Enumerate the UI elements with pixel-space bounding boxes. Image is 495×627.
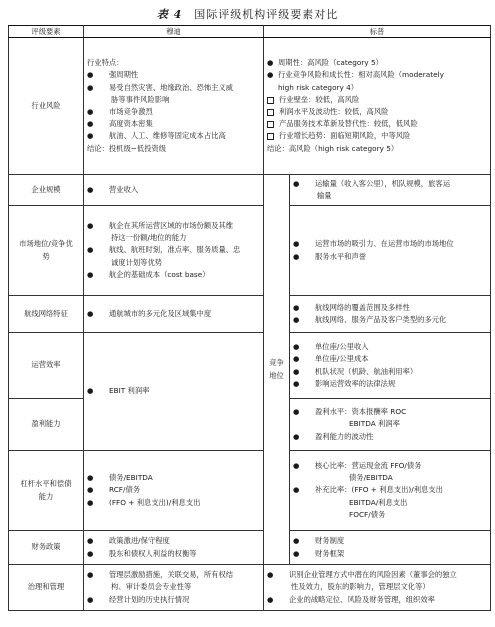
list-item: ● 航线网络的覆盖范围及多样性 [293, 302, 410, 312]
sp-network [290, 296, 491, 333]
list-item: ● 经营计划的历史执行情况 [87, 594, 190, 604]
text-line: 竞争 [269, 358, 284, 368]
text-line: 地位 [269, 370, 284, 380]
list-item: ● 核心比率：营运现金流 FFO/债务 [293, 460, 422, 470]
label-scale: 企业规模 [9, 175, 84, 206]
text-line: FOCF/债务 [349, 509, 386, 519]
label-profitability: 盈利能力 [9, 399, 84, 451]
list-item: ● 财务框架 [293, 548, 345, 558]
moodys-network [84, 296, 264, 333]
list-item: 行业壁垒：较低，高风险 [267, 94, 487, 106]
header-factor: 评级要素 [9, 26, 84, 38]
table-caption [0, 6, 495, 22]
row-efficiency [9, 333, 491, 399]
moodys-financial-policy [84, 531, 264, 565]
list-item: ● 航线网络、服务产品及客户类型的多元化 [293, 315, 447, 324]
sp-governance [264, 565, 491, 611]
label-governance: 治理和管理 [9, 565, 84, 611]
list-item: ● 政策激进/保守程度 [87, 536, 170, 546]
text-line: EBITDA/利息支出 [349, 497, 408, 507]
sp-financial-policy [290, 531, 491, 565]
row-industry-risk [9, 38, 491, 175]
moodys-market-position [84, 206, 264, 296]
sp-scale [290, 175, 491, 206]
label-market-position: 市场地位/竞争优 势 [9, 206, 84, 296]
moodys-leverage [84, 451, 264, 531]
list-item: ● 企业的战略定位、风险及财务管理，组织效率 [267, 594, 435, 604]
list-item: ● 市场竞争激烈 [87, 107, 153, 116]
table-title: 国际评级机构评级要素对比 [194, 8, 339, 21]
list-item: ● RCF/债务 [87, 485, 141, 495]
list-item: ● 影响运营效率的法律法规 [293, 378, 396, 388]
list-item: ● 周期性：高风险（category 5） [267, 58, 383, 68]
sp-efficiency [290, 333, 491, 399]
label-industry-risk: 行业风险 [9, 38, 84, 175]
list-item: ● EBIT 利润率 [87, 386, 150, 396]
sp-profitability [290, 399, 491, 451]
list-item: ● 补充比率：(FFO + 利息支出)/利息支出 [293, 485, 443, 495]
list-item: 行业增长趋势：面临短期风险，中等风险 [267, 130, 487, 142]
list-item: ● 通航城市的多元化及区域集中度 [87, 308, 212, 318]
text-line: 性及效力，股东的影响力，管理层文化等） [291, 582, 430, 592]
header-row [9, 26, 491, 38]
header-sp: 标普 [264, 26, 491, 38]
text-line: EBITDA 利润率 [349, 419, 400, 429]
label-network: 航线网络特征 [9, 296, 84, 333]
rating-factors-table [8, 25, 491, 611]
header-moodys: 穆迪 [84, 26, 264, 38]
text-line: high risk category 4） [278, 82, 359, 92]
text-line: 持这一份额/地位的能力 [111, 233, 187, 243]
moodys-ebit [84, 333, 264, 451]
list-item: ● 服务水平和声誉 [293, 251, 367, 261]
list-item: ● 单位座/公里成本 [293, 354, 369, 364]
sp-market-position [290, 206, 491, 296]
list-item: ● 航企在其所运营区域的市场份额及其维 [87, 220, 234, 230]
list-item: 利润水平及波动性：较低，高风险 [267, 106, 487, 118]
list-item: ● 运营市场的吸引力、在运营市场的市场地位 [293, 239, 454, 249]
list-item: ● 财务制度 [293, 536, 345, 546]
text-line: 诚度计划等优势 [111, 257, 163, 267]
list-item: ● 运输量（收入客公里），机队规模，旅客运 [293, 178, 450, 188]
list-item: ● 盈利能力的波动性 [293, 431, 374, 441]
square-bullet-icon [267, 133, 274, 140]
square-bullet-icon [267, 109, 274, 116]
list-item: ● (FFO + 利息支出)/利息支出 [87, 497, 201, 507]
row-scale [9, 175, 491, 206]
row-market-position [9, 206, 491, 296]
moodys-governance [84, 565, 264, 611]
sp-leverage [290, 451, 491, 531]
row-financial-policy [9, 531, 491, 565]
row-governance [9, 565, 491, 611]
text-line: 胁等事件风险影响 [111, 94, 170, 104]
text-line: 构、审计委员会专业性等 [111, 582, 192, 592]
list-item: ● 债务/EBITDA [87, 473, 153, 483]
list-item: ● 股东和债权人利益的权衡等 [87, 548, 197, 558]
label-efficiency: 运营效率 [9, 333, 84, 399]
list-item: ● 识别企业管理方式中潜在的风险因素（董事会的独立 [267, 570, 457, 580]
list-item: ● 行业竞争风险和成长性：相对高风险（moderately [267, 70, 444, 80]
label-financial-policy: 财务政策 [9, 531, 84, 565]
list-item: ● 易受自然灾害、地缘政治、恐怖主义威 [87, 82, 234, 92]
list-item: ● 机队状况（机龄、航油利用率） [293, 366, 418, 376]
list-item: ● 强周期性 [87, 70, 139, 80]
label-leverage: 杠杆水平和偿债 能力 [9, 451, 84, 531]
text-line: 结论：高风险（high risk category 5） [267, 143, 399, 153]
list-item: ● 航线、航班时刻，准点率、服务质量、忠 [87, 245, 241, 255]
list-item: ● 盈利水平：资本报酬率 ROC [293, 407, 407, 417]
row-leverage [9, 451, 491, 531]
sp-industry-risk [264, 38, 491, 175]
text-line: 输量 [317, 191, 332, 200]
list-item: ● 航企的基础成本（cost base） [87, 269, 210, 279]
list-item: ● 高度资本密集 [87, 119, 153, 129]
sp-competitive-position-label [264, 175, 290, 565]
table-number: 表 4 [156, 8, 183, 21]
list-item: ● 管理层激励措施，关联交易，所有权结 [87, 570, 234, 580]
row-network [9, 296, 491, 333]
text-line: 行业特点： [87, 58, 124, 68]
list-item: 产品服务技术革新及替代性：较低，低风险 [267, 118, 487, 130]
moodys-industry-risk [84, 38, 264, 175]
list-item: ● 单位座/公里收入 [293, 342, 369, 352]
list-item: ● 航油、人工、维修等固定成本占比高 [87, 131, 226, 141]
square-bullet-icon [267, 97, 274, 104]
text-line: 结论：投机级~低投资级 [87, 143, 167, 153]
list-item: ● 营业收入 [87, 184, 139, 194]
text-line: 债务/EBITDA [349, 473, 393, 483]
moodys-scale [84, 175, 264, 206]
square-bullet-icon [267, 121, 274, 128]
